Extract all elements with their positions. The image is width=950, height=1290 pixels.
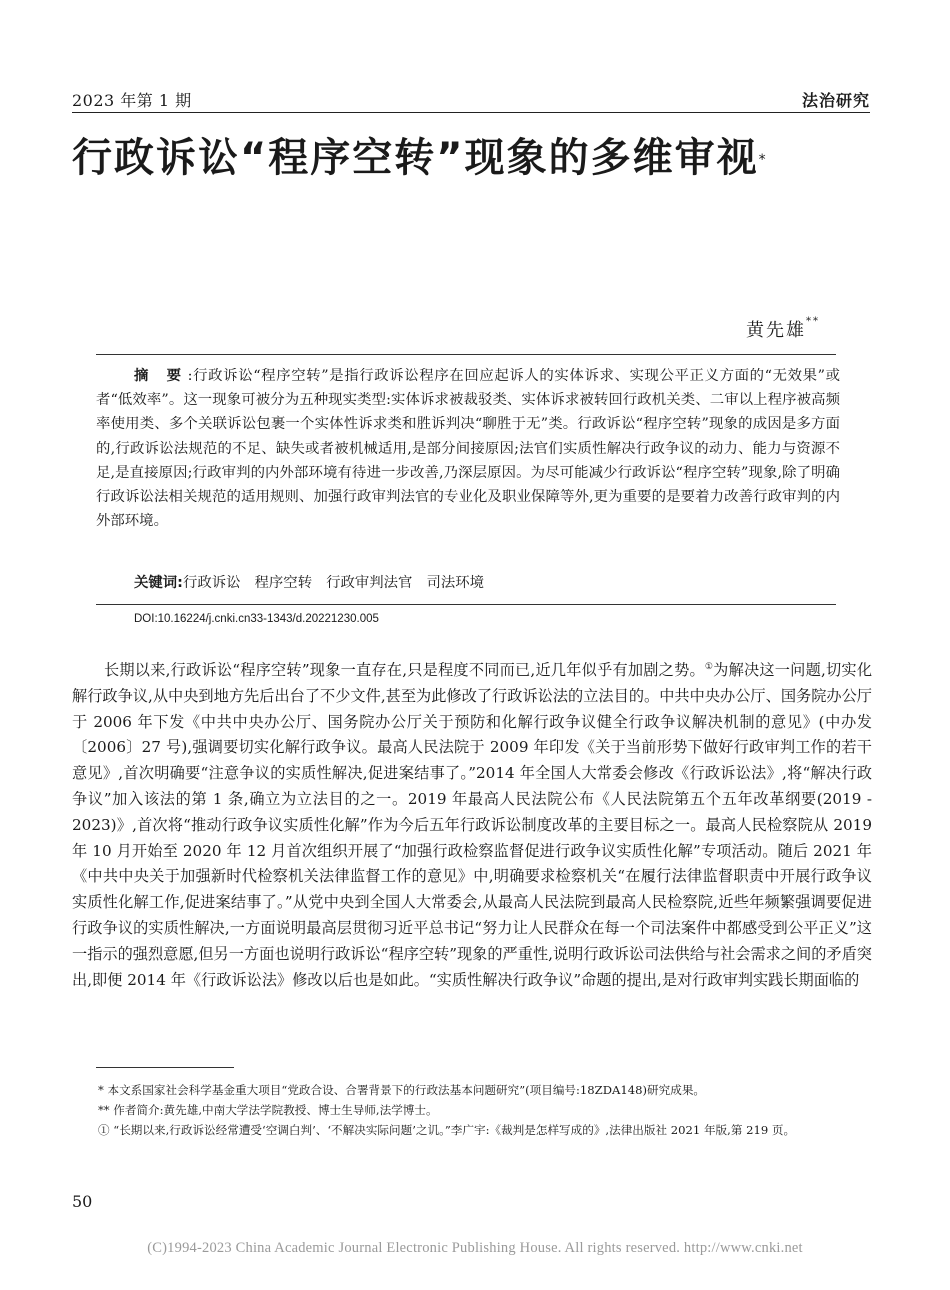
abstract-top-rule xyxy=(96,354,836,355)
journal-name: 法治研究 xyxy=(801,91,870,110)
author-name xyxy=(746,316,820,342)
abstract-colon: : xyxy=(187,368,193,384)
page-number: 50 xyxy=(72,1192,93,1211)
running-header xyxy=(72,86,870,113)
author-name-text: 黄先雄 xyxy=(746,320,806,341)
footnote-separator xyxy=(96,1067,234,1068)
keyword: 行政诉讼 xyxy=(182,575,241,591)
keywords-label: 关键词: xyxy=(134,575,183,591)
body-text-part: 为解决这一问题,切实化解行政争议,从中央到地方先后出台了不少文件,甚至为此修改了行政诉讼法的立法目的。中共中央办公厅、国务院办公厅于 2006 年下发《中共中央办公厅、国务院办公厅关于预防和化解行政争议健全行政争议解决机制的意见》(中办发〔2006〕27 号),强调要切实化解行政争议。最高人民法院于 2009 年印发《关于当前形势下做好行政审判工作的若干意见》,首次明确要“注意争议的实质性解决,促进案结事了。”2014 年全国人大常委会修改《行政诉讼法》,将“解决行政争议”加入该法的第 1 条,确立为立法目的之一。2019 年最高人民法院公布《人民法院第五个五年改革纲要(2019 - 2023)》,首次将“推动行政争议实质性化解”作为今后五年行政诉讼制度改革的主要目标之一。最高人民检察院从 2019 年 10 月开始至 2020 年 12 月首次组织开展了“加强行政检察监督促进行政争议实质性化解”专项活动。随后 2021 年《中共中央关于加强新时代检察机关法律监督工作的意见》中,明确要求检察机关“在履行法律监督职责中开展行政争议实质性化解工作,促进案结事了。”从党中央到全国人大常委会,从最高人民法院到最高人民检察院,近些年频繁强调要促进行政争议的实质性解决,一方面说明最高层贯彻习近平总书记“努力让人民群众在每一个司法案件中都感受到公平正义”这一指示的强烈意愿,但另一方面也说明行政诉讼“程序空转”现象的严重性,说明行政诉讼司法供给与社会需求之间的矛盾突出,即便 2014 年《行政诉讼法》修改以后也是如此。“实质性解决行政争议”命题的提出,是对行政审判实践长期面临的 xyxy=(72,661,873,989)
keyword: 行政审判法官 xyxy=(326,575,413,591)
footnotes xyxy=(72,1080,872,1140)
footnote-1: ① “长期以来,行政诉讼经常遭受‘空调白判’、‘不解决实际问题’之讥。”李广宇:《裁判是怎样写成的》,法律出版社 2021 年版,第 219 页。 xyxy=(98,1123,796,1137)
copyright-notice: (C)1994-2023 China Academic Journal Electronic Publishing House. All rights reserved. http://www.cnki.net xyxy=(147,1240,803,1256)
body-text-part: 长期以来,行政诉讼“程序空转”现象一直存在,只是程度不同而已,近几年似乎有加剧之势。 xyxy=(104,661,705,680)
keywords xyxy=(134,571,498,592)
abstract-text: 行政诉讼“程序空转”是指行政诉讼程序在回应起诉人的实体诉求、实现公平正义方面的“无效果”或者“低效率”。这一现象可被分为五种现实类型:实体诉求被裁驳类、实体诉求被转回行政机关类、二审以上程序被高频率使用类、多个关联诉讼包裹一个实体性诉求类和胜诉判决“聊胜于无”类。行政诉讼“程序空转”现象的成因是多方面的,行政诉讼法规范的不足、缺失或者被机械适用,是部分间接原因;法官们实质性解决行政争议的动力、能力与资源不足,是直接原因;行政审判的内外部环境有待进一步改善,乃深层原因。为尽可能减少行政诉讼“程序空转”现象,除了明确行政诉讼法相关规范的适用规则、加强行政审判法官的专业化及职业保障等外,更为重要的是要着力改善行政审判的内外部环境。 xyxy=(96,368,841,530)
body-paragraph xyxy=(72,655,872,993)
author-footnote-mark: ** xyxy=(806,316,820,327)
journal-issue: 2023 年第 1 期 xyxy=(72,91,192,110)
footnote-funding: * 本文系国家社会科学基金重大项目“党政合设、合署背景下的行政法基本问题研究”(项目编号:18ZDA148)研究成果。 xyxy=(98,1083,706,1097)
keyword: 司法环境 xyxy=(426,575,485,591)
abstract-label: 摘 要 xyxy=(134,368,188,384)
abstract xyxy=(96,364,840,533)
footnote-author-bio: ** 作者简介:黄先雄,中南大学法学院教授、博士生导师,法学博士。 xyxy=(98,1103,438,1117)
abstract-bottom-rule xyxy=(96,604,836,605)
keyword: 程序空转 xyxy=(254,575,313,591)
footnote-reference[interactable]: ① xyxy=(704,662,714,672)
title-footnote-mark: * xyxy=(758,152,768,168)
article-title-text: 行政诉讼“程序空转”现象的多维审视 xyxy=(72,135,759,181)
article-title xyxy=(72,132,872,184)
doi: DOI:10.16224/j.cnki.cn33-1343/d.20221230.005 xyxy=(134,613,379,625)
